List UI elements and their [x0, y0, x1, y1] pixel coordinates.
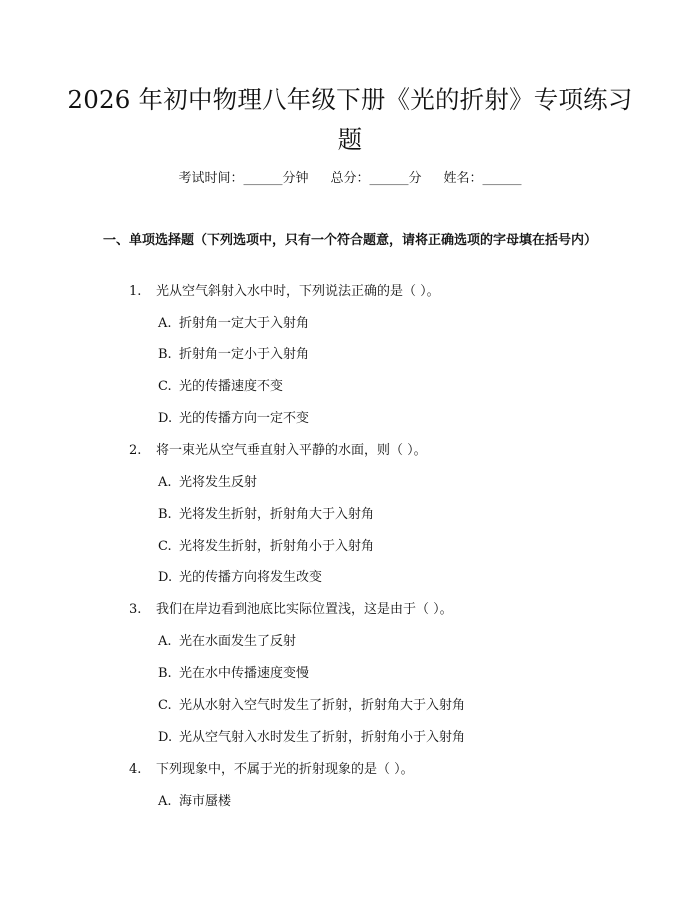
option-text: 折射角一定小于入射角 [179, 347, 310, 362]
student-name-field: 姓名：______ [443, 171, 522, 186]
document-title: 2026 年初中物理八年级下册《光的折射》专项练习题 [67, 85, 633, 154]
question-number: 2. [129, 443, 142, 458]
question-text: 光从空气斜射入水中时，下列说法正确的是（ ）。 [156, 284, 440, 299]
option-text: 光在水中传播速度变慢 [179, 666, 310, 681]
option-letter: B. [158, 507, 172, 522]
option-text: 光从水射入空气时发生了折射，折射角大于入射角 [179, 698, 466, 713]
option-letter: C. [158, 539, 172, 554]
section-heading: 一、单项选择题（下列选项中，只有一个符合题意，请将正确选项的字母填在括号内） [103, 233, 598, 248]
exam-time-field: 考试时间：______分钟 [178, 171, 309, 186]
option-letter: A. [158, 475, 172, 490]
option-letter: D. [158, 730, 173, 745]
option-letter: B. [158, 347, 172, 362]
question-text: 我们在岸边看到池底比实际位置浅，这是由于（ ）。 [156, 602, 453, 617]
option-text: 光将发生反射 [179, 475, 258, 490]
option-letter: A. [158, 634, 172, 649]
option-text: 光的传播方向一定不变 [179, 411, 310, 426]
option-letter: D. [158, 411, 173, 426]
option-text: 光从空气射入水时发生了折射，折射角小于入射角 [179, 730, 466, 745]
option-letter: C. [158, 698, 172, 713]
exam-info-line [0, 170, 700, 188]
option-text: 光的传播速度不变 [179, 379, 284, 394]
option-text: 光将发生折射，折射角小于入射角 [179, 539, 375, 554]
question-number: 1. [129, 284, 142, 299]
option-text: 海市蜃楼 [179, 794, 232, 809]
question-number: 3. [129, 602, 142, 617]
option-letter: C. [158, 379, 172, 394]
question-text: 下列现象中，不属于光的折射现象的是（ ）。 [156, 762, 414, 777]
option-letter: A. [158, 794, 172, 809]
option-text: 光将发生折射，折射角大于入射角 [179, 507, 375, 522]
total-score-field: 总分：______分 [330, 171, 422, 186]
option-text: 折射角一定大于入射角 [179, 316, 310, 331]
question-text: 将一束光从空气垂直射入平静的水面，则（ ）。 [156, 443, 427, 458]
option-text: 光的传播方向将发生改变 [179, 570, 323, 585]
option-text: 光在水面发生了反射 [179, 634, 297, 649]
question-number: 4. [129, 762, 142, 777]
option-letter: D. [158, 570, 173, 585]
option-letter: B. [158, 666, 172, 681]
option-letter: A. [158, 316, 172, 331]
